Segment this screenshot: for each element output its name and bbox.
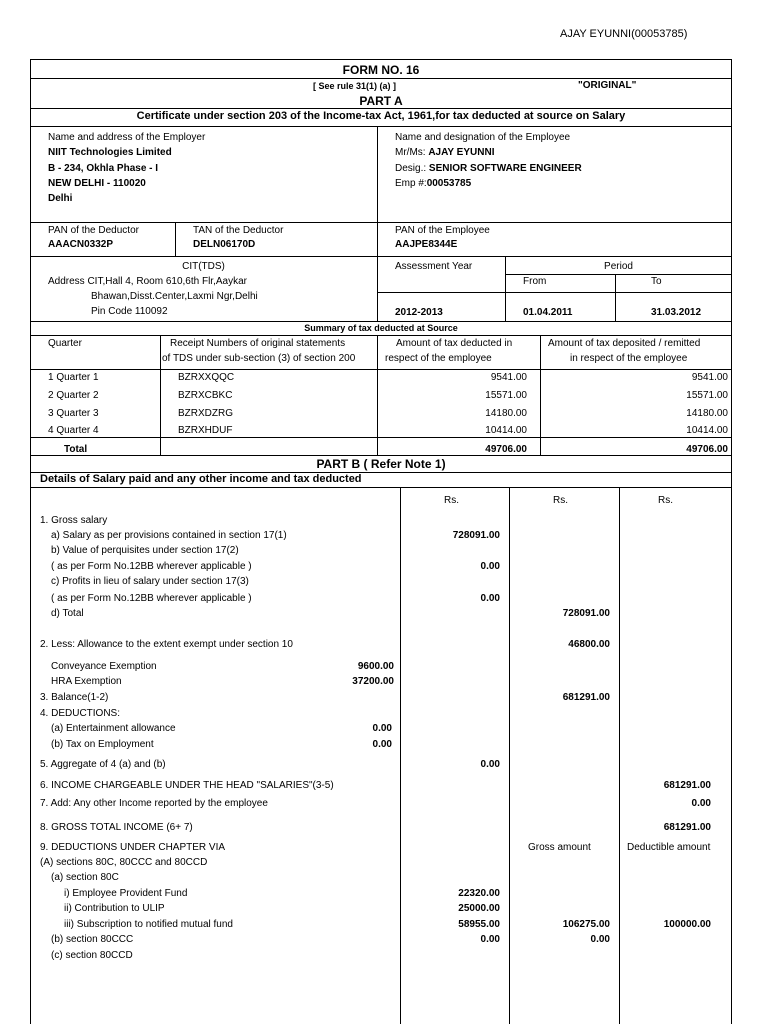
cit-address-line: Address CIT,Hall 4, Room 610,6th Flr,Aaykar [48, 276, 247, 287]
summary-total-deposited: 49706.00 [686, 444, 728, 455]
ulip-label: ii) Contribution to ULIP [64, 903, 165, 914]
summary-deposited: 15571.00 [686, 390, 728, 401]
profits-note: ( as per Form No.12BB wherever applicable ) [51, 593, 252, 604]
income-chargeable-label: 6. INCOME CHARGEABLE UNDER THE HEAD "SALARIES"(3-5) [40, 780, 334, 791]
pan-deductor-label: PAN of the Deductor [48, 225, 139, 236]
total-value: 728091.00 [562, 608, 610, 619]
summary-receipt: BZRXDZRG [178, 408, 233, 419]
perquisites-note: ( as per Form No.12BB wherever applicable ) [51, 561, 252, 572]
employee-name-row [395, 147, 494, 159]
total-label: d) Total [51, 608, 84, 619]
pf-value: 22320.00 [458, 888, 500, 899]
employee-reference: AJAY EYUNNI(00053785) [560, 28, 688, 40]
rule-reference: [ See rule 31(1) (a) ] [313, 81, 397, 91]
summary-col-deposited: in respect of the employee [570, 353, 688, 364]
allowance-exempt-label: 2. Less: Allowance to the extent exempt under section 10 [40, 639, 293, 650]
summary-col-deducted: Amount of tax deducted in [396, 338, 513, 349]
hra-value: 37200.00 [352, 676, 394, 687]
summary-deposited: 10414.00 [686, 425, 728, 436]
summary-total-label: Total [64, 444, 88, 455]
summary-col-receipt: of TDS under sub-section (3) of section 200 [162, 353, 356, 364]
pan-employee-label: PAN of the Employee [395, 225, 490, 236]
rs-header: Rs. [658, 495, 673, 506]
other-income-label: 7. Add: Any other Income reported by the employee [40, 798, 268, 809]
chapter-via-label: 9. DEDUCTIONS UNDER CHAPTER VIA [40, 842, 226, 853]
section-80ccc-gross: 0.00 [590, 934, 610, 945]
summary-col-quarter: Quarter [48, 338, 82, 349]
employee-number-row [395, 178, 471, 190]
summary-col-deducted: respect of the employee [385, 353, 492, 364]
sections-80c-label: (A) sections 80C, 80CCC and 80CCD [40, 857, 208, 868]
designation-prefix: Desig.: [395, 163, 427, 174]
conveyance-label: Conveyance Exemption [51, 661, 157, 672]
part-a-title: PART A [359, 94, 403, 108]
part-b-title: PART B ( Refer Note 1) [316, 457, 446, 471]
pf-label: i) Employee Provident Fund [64, 888, 188, 899]
employee-name: AJAY EYUNNI [428, 147, 495, 158]
gross-salary-label: 1. Gross salary [40, 515, 108, 526]
period-from-value: 01.04.2011 [523, 307, 573, 318]
employee-designation-row [395, 163, 582, 175]
gross-amount-value: 106275.00 [562, 919, 610, 930]
conveyance-value: 9600.00 [357, 661, 394, 672]
section-80ccc-label: (b) section 80CCC [51, 934, 134, 945]
aggregate-value: 0.00 [480, 759, 500, 770]
emp-number-prefix: Emp #: [395, 178, 427, 189]
summary-quarter: 4 Quarter 4 [48, 425, 99, 436]
perquisites-value: 0.00 [480, 561, 500, 572]
deductible-amount-value: 100000.00 [663, 919, 711, 930]
summary-deducted: 15571.00 [485, 390, 527, 401]
summary-deposited: 14180.00 [686, 408, 728, 419]
summary-deducted: 9541.00 [490, 372, 527, 383]
profits-label: c) Profits in lieu of salary under section 17(3) [51, 576, 249, 587]
period-to-value: 31.03.2012 [651, 307, 702, 318]
tax-on-employment-label: (b) Tax on Employment [51, 739, 154, 750]
perquisites-label: b) Value of perquisites under section 17(2) [51, 545, 239, 556]
employer-address-line: NEW DELHI - 110020 [48, 178, 146, 189]
certificate-heading: Certificate under section 203 of the Income-tax Act, 1961,for tax deducted at source on Salary [136, 110, 626, 122]
period-to-label: To [651, 276, 662, 287]
ulip-value: 25000.00 [458, 903, 500, 914]
rs-header: Rs. [444, 495, 459, 506]
salary-17-1-value: 728091.00 [452, 530, 500, 541]
summary-receipt: BZRXHDUF [178, 425, 233, 436]
section-80ccc-value: 0.00 [480, 934, 500, 945]
entertainment-value: 0.00 [372, 723, 392, 734]
summary-quarter: 2 Quarter 2 [48, 390, 99, 401]
original-label: "ORIGINAL" [578, 80, 637, 91]
form-title: FORM NO. 16 [342, 63, 420, 77]
period-label: Period [604, 261, 633, 272]
name-prefix: Mr/Ms: [395, 147, 426, 158]
employee-designation: SENIOR SOFTWARE ENGINEER [428, 163, 582, 174]
summary-deposited: 9541.00 [691, 372, 728, 383]
balance-value: 681291.00 [562, 692, 610, 703]
hra-label: HRA Exemption [51, 676, 122, 687]
balance-label: 3. Balance(1-2) [40, 692, 109, 703]
cit-label: CIT(TDS) [182, 261, 225, 272]
summary-quarter: 3 Quarter 3 [48, 408, 99, 419]
summary-quarter: 1 Quarter 1 [48, 372, 99, 383]
employer-address-line: B - 234, Okhla Phase - I [48, 163, 159, 174]
summary-col-receipt: Receipt Numbers of original statements [170, 338, 346, 349]
tan-deductor-label: TAN of the Deductor [193, 225, 284, 236]
entertainment-label: (a) Entertainment allowance [51, 723, 176, 734]
employer-name: NIIT Technologies Limited [48, 147, 172, 158]
pan-employee-value: AAJPE8344E [395, 239, 458, 250]
tax-on-employment-value: 0.00 [372, 739, 392, 750]
summary-deducted: 14180.00 [485, 408, 527, 419]
employee-number: 00053785 [426, 178, 472, 189]
summary-title: Summary of tax deducted at Source [304, 323, 458, 333]
mutual-fund-label: iii) Subscription to notified mutual fund [64, 919, 233, 930]
part-b-subtitle: Details of Salary paid and any other income and tax deducted [40, 473, 362, 485]
summary-receipt: BZRXCBKC [178, 390, 233, 401]
salary-17-1-label: a) Salary as per provisions contained in section 17(1) [51, 530, 287, 541]
section-80c-label: (a) section 80C [51, 872, 119, 883]
mutual-fund-value: 58955.00 [458, 919, 500, 930]
section-80ccd-label: (c) section 80CCD [51, 950, 133, 961]
allowance-exempt-value: 46800.00 [568, 639, 610, 650]
deductions-label: 4. DEDUCTIONS: [40, 708, 121, 719]
other-income-value: 0.00 [691, 798, 711, 809]
summary-total-deducted: 49706.00 [485, 444, 527, 455]
period-from-label: From [523, 276, 547, 287]
aggregate-label: 5. Aggregate of 4 (a) and (b) [40, 759, 166, 770]
cit-address-line: Pin Code 110092 [91, 306, 168, 317]
tan-deductor-value: DELN06170D [193, 239, 256, 250]
rs-header: Rs. [553, 495, 568, 506]
cit-address-line: Bhawan,Disst.Center,Laxmi Ngr,Delhi [91, 291, 258, 302]
summary-receipt: BZRXXQQC [178, 372, 235, 383]
assessment-year-label: Assessment Year [395, 261, 473, 272]
pan-deductor-value: AAACN0332P [48, 239, 114, 250]
gross-total-income-value: 681291.00 [663, 822, 711, 833]
employee-label: Name and designation of the Employee [395, 132, 571, 143]
income-chargeable-value: 681291.00 [663, 780, 711, 791]
gross-total-income-label: 8. GROSS TOTAL INCOME (6+ 7) [40, 822, 193, 833]
employer-address-line: Delhi [48, 193, 73, 204]
summary-col-deposited: Amount of tax deposited / remitted [548, 338, 701, 349]
gross-amount-header: Gross amount [528, 842, 591, 853]
profits-value: 0.00 [480, 593, 500, 604]
deductible-amount-header: Deductible amount [627, 842, 711, 853]
summary-deducted: 10414.00 [485, 425, 527, 436]
assessment-year-value: 2012-2013 [395, 307, 443, 318]
employer-label: Name and address of the Employer [48, 132, 206, 143]
